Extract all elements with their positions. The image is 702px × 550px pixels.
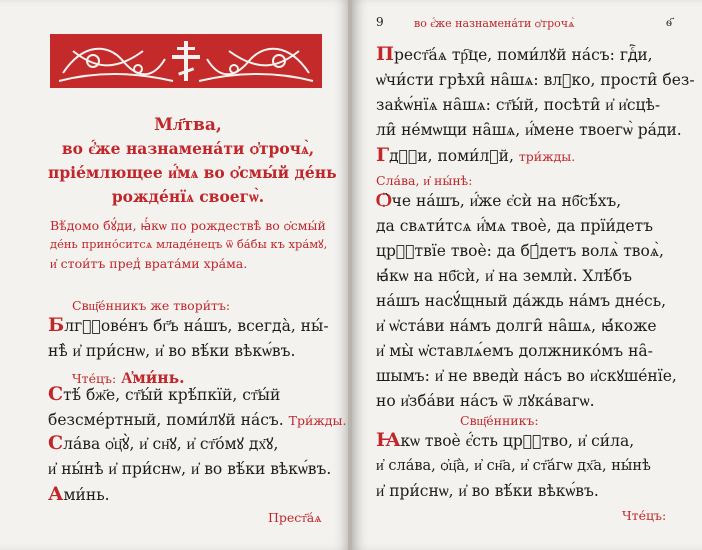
blessing-verse: [48, 313, 329, 364]
verse-text: ми́нь.: [63, 486, 110, 504]
verse-line: [48, 382, 346, 408]
initial-letter: Ѻ: [376, 189, 392, 211]
verse-text: рест҃а́ѧ тр҇це, поми́лꙋй на́съ: гдⷭ҇и,: [393, 46, 653, 64]
verse-text: кѡ твоѐ є҆́сть црⷭ҇тво, и҆ си́ла,: [400, 432, 635, 450]
running-head: во є҆́же назнамена́ти ѻ҆трочѧ̀: [414, 17, 575, 30]
page-number: 9: [376, 15, 384, 29]
verse-line: [376, 143, 695, 169]
verse-text: ла́ва ѻ҆ц҃ꙋ̀, и҆ сн҃ꙋ, и҆ ст҃о́мꙋ дх҃ꙋ,: [63, 435, 279, 453]
rubric: [50, 216, 330, 273]
initial-letter: Б: [48, 314, 65, 336]
verse-text: безсме́ртный, поми́лꙋй на́съ.: [48, 411, 284, 429]
trisagion-verse: [48, 382, 346, 433]
verse-line: [376, 42, 695, 68]
thrice-rubric: три́жды.: [518, 149, 576, 164]
catchword: Чте́цъ:: [622, 508, 667, 523]
title-line: во є҆́же назнамена́ти ѻ҆трочѧ̀,: [61, 139, 315, 158]
verse-line: и҆ ны́нѣ и҆ при́снѡ, и҆ во вѣ́ки вѣкѡ́въ.: [48, 460, 332, 478]
initial-letter: С: [48, 432, 64, 454]
verse-line: [48, 482, 331, 508]
verse-line: црⷭ҇твїе твоѐ: да бꙋ́детъ волѧ̀ твоѧ̀,: [376, 242, 664, 260]
verse-line: [376, 428, 651, 454]
verse-line: [48, 431, 331, 457]
verse-line: да свѧти́тсѧ и҆́мѧ твоѐ, да прїи́детъ: [376, 217, 653, 235]
thrice-rubric: Три́жды.: [288, 413, 347, 428]
initial-letter: П: [376, 43, 394, 65]
title-line: Мл҃тва,: [154, 115, 222, 135]
verse-text: тѣ́ бж҃е, ст҃ы́й крѣ́пкїй, ст҃ы́й: [63, 386, 281, 404]
verse-line: ѡ҆чи́сти грѣхи̑ на̑шѧ: влⷣко, прости̑ без-: [376, 71, 695, 89]
reader-label: Чте́цъ:: [72, 371, 117, 386]
verse-line: зак̾ѡ́нїѧ на̑шѧ: ст҃ы́й, посѣти̑ и҆ и҆сцѣ-: [376, 96, 661, 114]
verse-line: и҆ сла́ва, ѻ҆ц҃а̀, и҆ сн҃а, и҆ ст҃а́гѡ дх҃а, ны́нѣ: [376, 458, 651, 474]
verse-line: [48, 313, 329, 339]
priest-label-text: Свщ҃е́нникъ же твори́тъ:: [72, 298, 231, 313]
verse-line: на́шъ насꙋ́щный да́ждь на́мъ дне́сь,: [376, 292, 667, 310]
priest-exclaim-text: Свщ҃е́нникъ:: [460, 413, 539, 428]
rubric-line: и҆ стои́тъ пред̾ врата́ми хра́ма.: [50, 256, 248, 271]
verse-line: ли̑ не́мѡщи на̑шѧ, и҆́мене твоегѡ̀ ра́ди.: [376, 121, 682, 139]
verse-line: но и҆зба́ви на́съ ѿ лꙋка́вагѡ.: [376, 392, 595, 410]
initial-letter: Ꙗ: [376, 429, 401, 451]
verse-text: лгⷭ҇ове́нъ бг҃ъ на́шъ, всегда̀, ны́-: [64, 317, 329, 335]
prayer-title: [48, 113, 337, 209]
initial-letter: С: [48, 383, 64, 405]
title-line: пріе́млющее и҆́мѧ во ѻ҆смы́й де́нь: [48, 163, 337, 182]
doxology: [376, 428, 651, 504]
left-page: [0, 0, 350, 550]
trinity-prayer: [376, 42, 695, 169]
catchword: Прест҃а́ѧ: [268, 510, 322, 525]
rubric-line: де́нь прино́ситсѧ младе́нецъ ѿ ба́бы къ хра́мꙋ,: [50, 237, 328, 251]
initial-letter: А: [48, 483, 64, 505]
rubric-line: Вѣ́домо бꙋ́ди, ꙗ҆́кѡ по рождествѣ̀ во ѻ҆смы́й: [50, 218, 326, 233]
verse-line: нѣ̀ и҆ при́снѡ, и҆ во вѣ́ки вѣкѡ́въ.: [48, 342, 296, 360]
glory-verse: [48, 431, 331, 508]
verse-line: ꙗ҆́кѡ на нб҃сѝ, и҆ на землѝ. Хлѣ́бъ: [376, 267, 632, 285]
verse-line: и҆ при́снѡ, и҆ во вѣ́ки вѣкѡ́въ.: [376, 482, 599, 500]
initial-letter: Г: [376, 144, 390, 166]
verse-line: и҆ ѡ҆ста́ви на́мъ долги̑ на̑шѧ, ꙗ҆́коже: [376, 317, 657, 335]
title-line: рожде́нїѧ своегѡ̀.: [111, 187, 265, 206]
our-father: [376, 188, 677, 414]
reader-amen: А҆ми́нь.: [121, 368, 185, 387]
ornament-cross-icon: [50, 34, 322, 88]
verse-line: [376, 188, 677, 214]
verse-line: [48, 408, 346, 433]
verse-line: и҆ мы̀ ѡ҆ставлѧ́емъ должнико́мъ на̑-: [376, 342, 653, 360]
verse-text: ̀че на́шъ, и҆́же є҆сѝ на нб҃сѣ́хъ,: [391, 192, 622, 210]
right-page: [352, 0, 702, 550]
page-number-cyrillic: ѳ҃: [666, 15, 672, 29]
glory-now-text: Сла́ва, и҆ ны́нѣ:: [376, 173, 473, 188]
verse-line: шымъ: и҆ не введѝ на́съ во и҆скꙋше́нїе,: [376, 367, 677, 385]
verse-text: дⷭ҇и, поми́лꙋй,: [389, 147, 514, 165]
